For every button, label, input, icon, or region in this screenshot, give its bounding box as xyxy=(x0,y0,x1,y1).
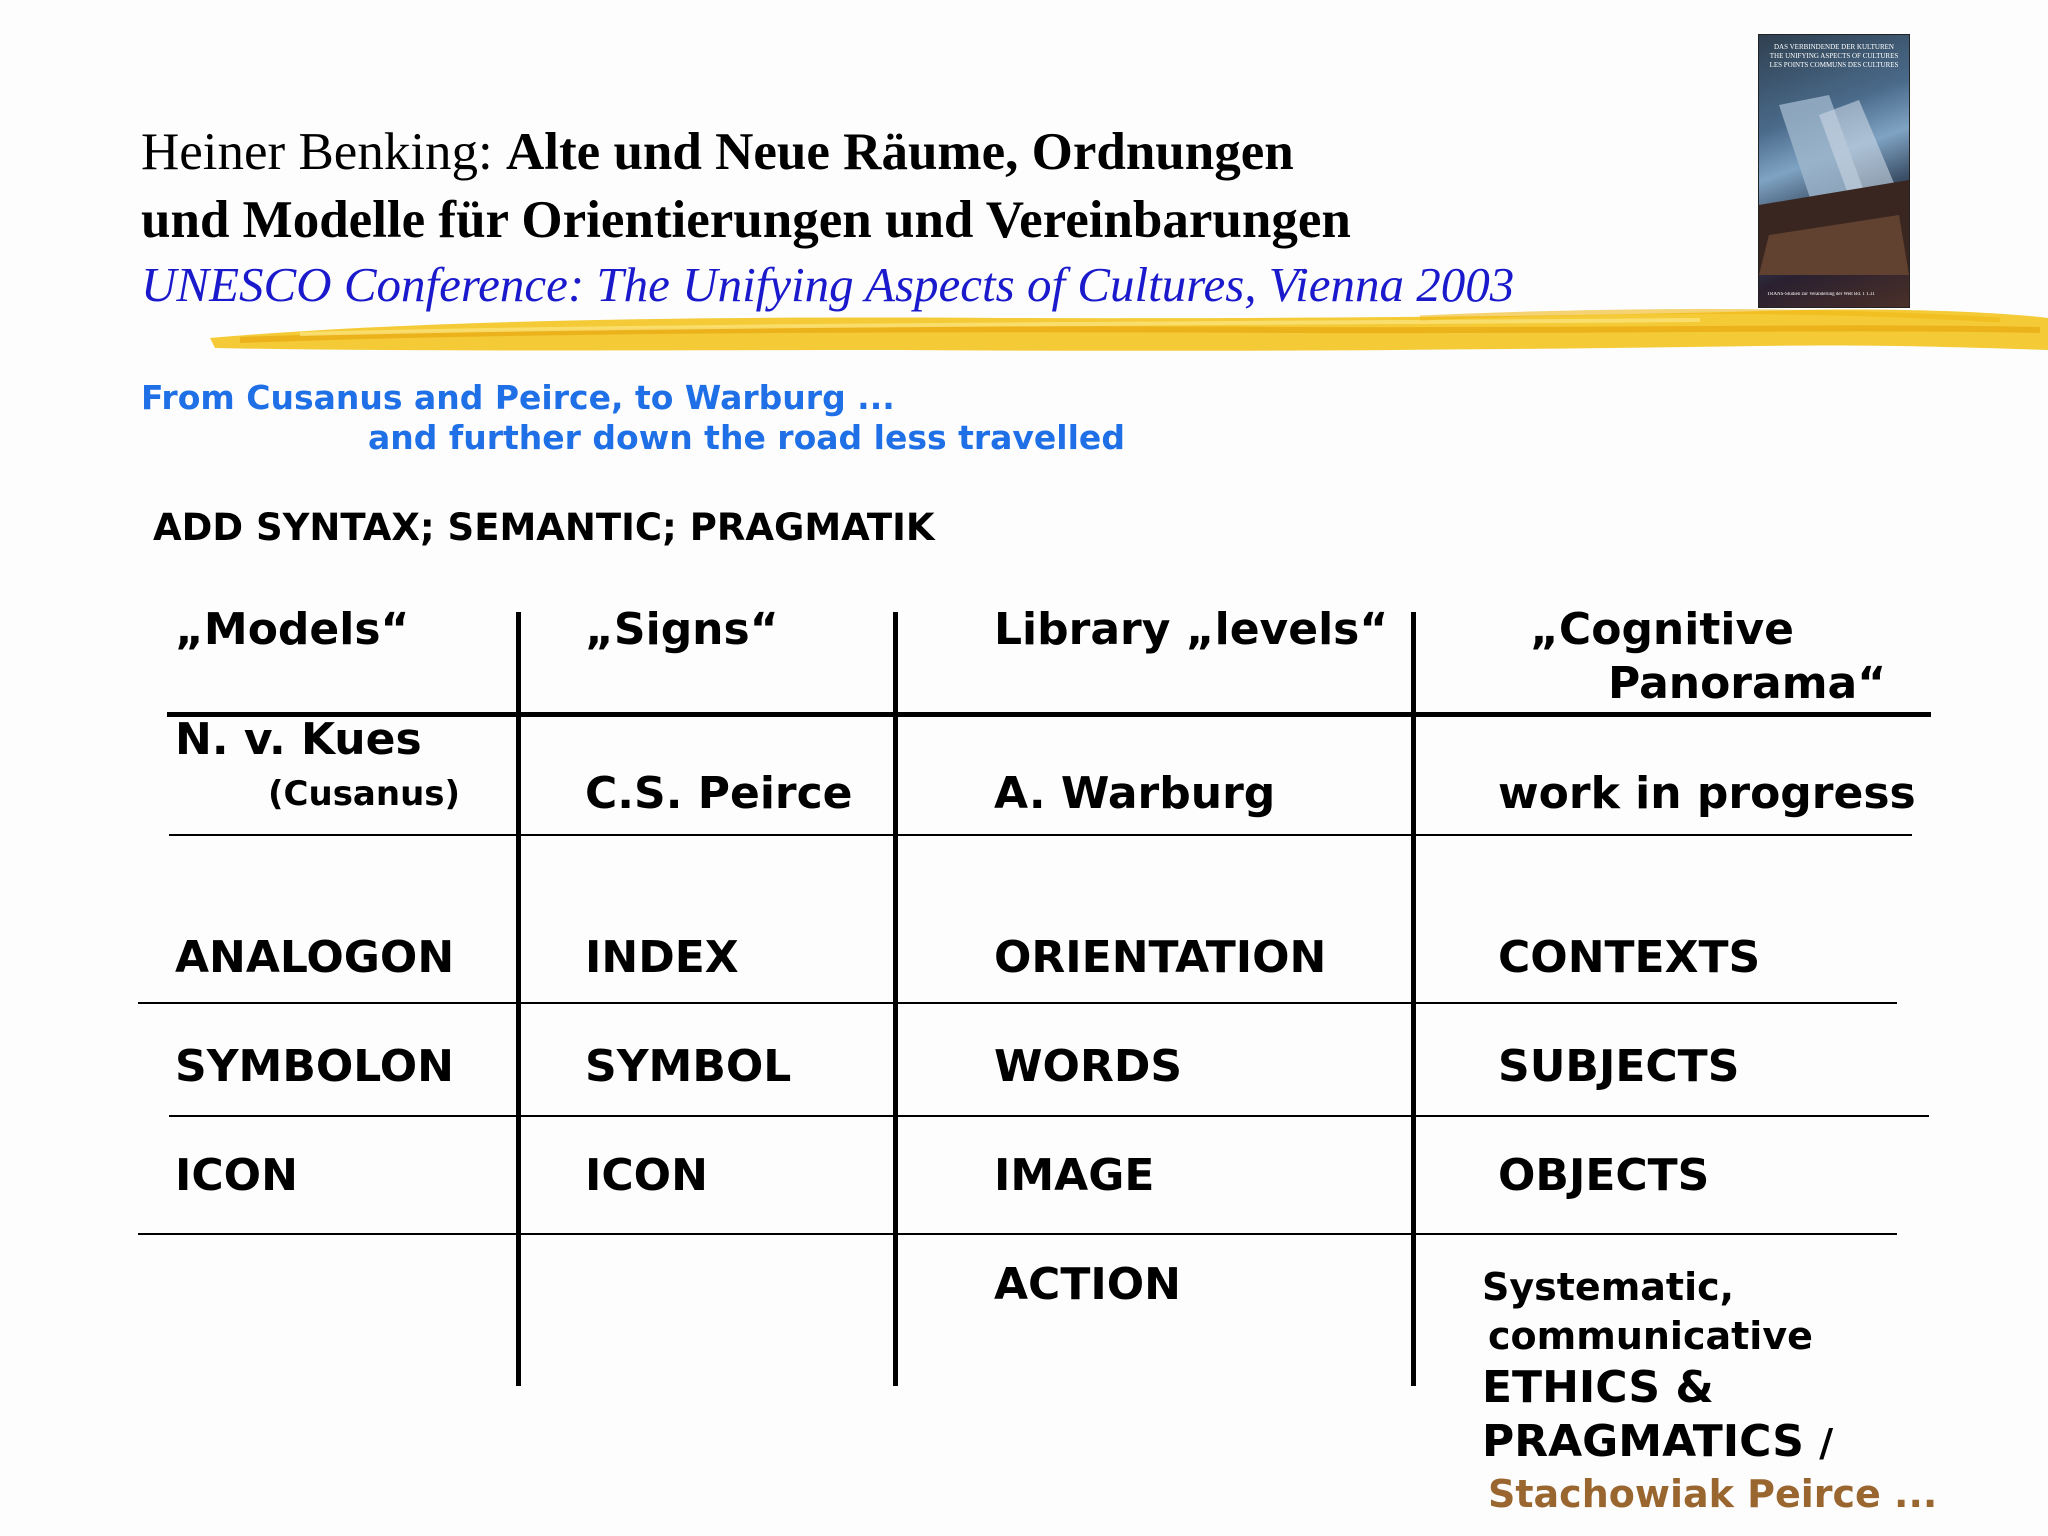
intro-line-1: From Cusanus and Peirce, to Warburg ... xyxy=(141,378,895,417)
cell-systematic: Systematic, xyxy=(1482,1265,1735,1309)
cell-objects: OBJECTS xyxy=(1498,1150,1710,1201)
cell-ethics: ETHICS & xyxy=(1482,1362,1714,1413)
cell-symbol: SYMBOL xyxy=(585,1041,792,1092)
intro-line-2: and further down the road less travelled xyxy=(368,418,1125,457)
header-rule xyxy=(167,712,1931,717)
row-rule-1 xyxy=(169,834,1912,836)
cell-icon-models: ICON xyxy=(175,1150,298,1201)
book-cover-title: DAS VERBINDENDE DER KULTUREN THE UNIFYING ASPECTS OF CULTURES LES POINTS COMMUNS DES CULTURES xyxy=(1769,43,1899,69)
cell-image: IMAGE xyxy=(994,1150,1155,1201)
cell-pragmatics xyxy=(1482,1416,1833,1467)
book-cover-image xyxy=(1758,34,1910,308)
cell-analogon: ANALOGON xyxy=(175,932,455,983)
book-cover-illustration xyxy=(1759,85,1909,275)
cell-pragmatics-slash: / xyxy=(1819,1421,1834,1465)
author-cusanus: N. v. Kues xyxy=(175,714,422,765)
book-cover-series: TRANS-Studien zur Veränderung der Welt Bd. 1 1.31 xyxy=(1767,292,1875,297)
cell-orientation: ORIENTATION xyxy=(994,932,1327,983)
author-name: Heiner Benking: xyxy=(141,123,493,181)
syntax-heading: ADD SYNTAX; SEMANTIC; PRAGMATIK xyxy=(153,506,935,549)
column-divider-2 xyxy=(893,612,898,1386)
header-library-levels: Library „levels“ xyxy=(994,604,1389,655)
row-rule-4 xyxy=(138,1233,1897,1235)
author-work-in-progress: work in progress xyxy=(1498,768,1916,819)
cell-symbolon: SYMBOLON xyxy=(175,1041,454,1092)
header-panorama: Panorama“ xyxy=(1608,658,1887,709)
title-main: Alte und Neue Räume, Ordnungen xyxy=(506,123,1294,181)
column-divider-3 xyxy=(1411,612,1416,1386)
author-cusanus-alias: (Cusanus) xyxy=(268,774,461,814)
cell-pragmatics-word: PRAGMATICS xyxy=(1482,1416,1804,1467)
title-continuation: und Modelle für Orientierungen und Vereinbarungen xyxy=(141,191,1351,249)
author-warburg: A. Warburg xyxy=(994,768,1276,819)
header-cognitive: „Cognitive xyxy=(1530,604,1794,655)
header-signs: „Signs“ xyxy=(585,604,779,655)
cell-words: WORDS xyxy=(994,1041,1183,1092)
row-rule-2 xyxy=(138,1002,1897,1004)
conference-subtitle: UNESCO Conference: The Unifying Aspects of Cultures, Vienna 2003 xyxy=(141,257,1515,312)
row-rule-3 xyxy=(169,1115,1929,1117)
author-peirce: C.S. Peirce xyxy=(585,768,853,819)
column-divider-1 xyxy=(516,612,521,1386)
title-line-1 xyxy=(141,123,1294,181)
cell-communicative: communicative xyxy=(1488,1314,1813,1358)
title-line-2 xyxy=(141,191,1351,249)
cell-contexts: CONTEXTS xyxy=(1498,932,1761,983)
cell-subjects: SUBJECTS xyxy=(1498,1041,1740,1092)
cell-action: ACTION xyxy=(994,1259,1181,1310)
cell-icon-signs: ICON xyxy=(585,1150,708,1201)
cell-stachowiak-peirce: Stachowiak Peirce ... xyxy=(1488,1472,1938,1516)
header-models: „Models“ xyxy=(175,604,410,655)
cell-index: INDEX xyxy=(585,932,739,983)
